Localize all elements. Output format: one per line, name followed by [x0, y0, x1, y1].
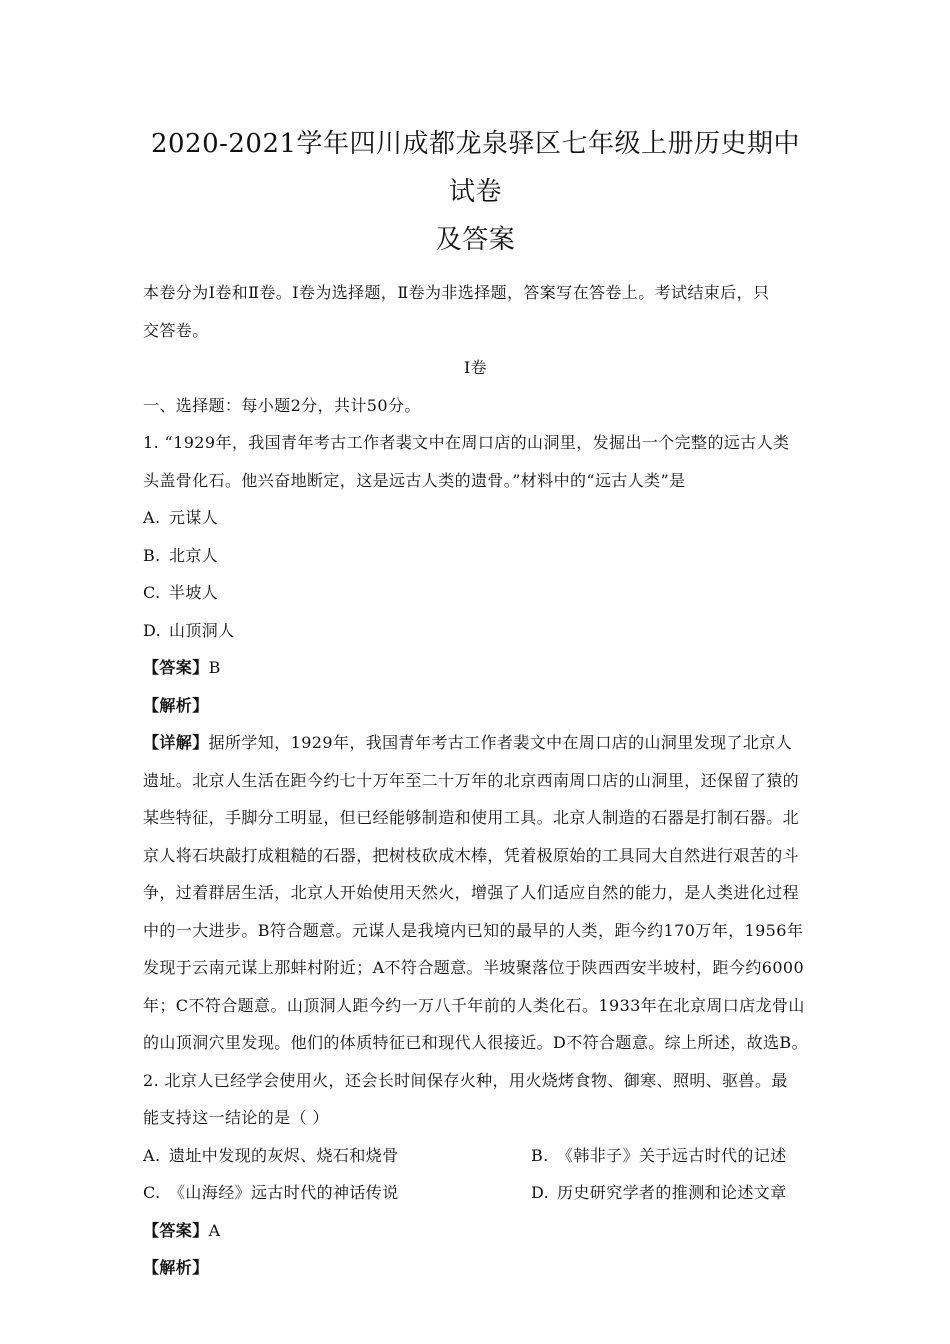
option-text: 《韩非子》关于远古时代的记述	[557, 1145, 787, 1165]
analysis-label: 【解析】	[143, 1258, 209, 1277]
section-label: Ⅰ卷	[463, 358, 488, 377]
option-c	[143, 1174, 531, 1212]
option-letter: D.	[531, 1183, 550, 1202]
answer-label: 【答案】	[143, 1220, 209, 1240]
option-text: 历史研究学者的推测和论述文章	[557, 1183, 787, 1202]
option-letter: C.	[143, 583, 161, 602]
analysis-label: 【解析】	[143, 695, 209, 715]
question-stem-line: 头盖骨化石。他兴奋地断定，这是远古人类的遗骨。”材料中的“远古人类”是	[143, 470, 686, 490]
option-letter: A.	[143, 508, 161, 527]
document-page	[143, 120, 808, 1287]
answer-line	[143, 649, 808, 687]
detail-line: 某些特征，手脚分工明显，但已经能够制造和使用工具。北京人制造的石器是打制石器。北	[143, 808, 800, 827]
detail-text: 据所学知，1929年，我国青年考古工作者裴文中在周口店的山洞里发现了北京人	[208, 733, 793, 752]
analysis-line	[143, 1249, 808, 1287]
intro-line-1: 本卷分为Ⅰ卷和Ⅱ卷。Ⅰ卷为选择题，Ⅱ卷为非选择题，答案写在答卷上。考试结束后，只	[143, 283, 770, 302]
answer-value: B	[208, 658, 221, 677]
title-line-2: 及答案	[435, 225, 516, 255]
option-text: 北京人	[169, 545, 219, 565]
option-text: 山顶洞人	[169, 620, 235, 640]
option-d	[531, 1174, 787, 1212]
intro-line-2: 交答卷。	[143, 320, 209, 340]
detail-label: 【详解】	[143, 733, 209, 752]
detail-line	[143, 724, 808, 762]
option-b	[143, 537, 808, 575]
part-heading: 一、选择题：每小题2分，共计50分。	[143, 395, 421, 415]
detail-line: 争，过着群居生活，北京人开始使用天然火，增强了人们适应自然的能力，是人类进化过程	[143, 883, 800, 902]
option-text: 元谋人	[169, 508, 219, 527]
detail-line: 京人将石块敲打成粗糙的石器，把树枝砍成木棒，凭着极原始的工具同大自然进行艰苦的斗	[143, 845, 800, 865]
question-1	[143, 424, 808, 1062]
option-letter: A.	[143, 1145, 161, 1165]
detail-line: 的山顶洞穴里发现。他们的体质特征已和现代人很接近。D不符合题意。综上所述，故选B。	[143, 1033, 808, 1052]
question-stem-line: 2. 北京人已经学会使用火，还会长时间保存火种，用火烧烤食物、御寒、照明、驱兽。最	[143, 1070, 788, 1090]
answer-line	[143, 1212, 808, 1250]
option-letter: B.	[143, 545, 161, 565]
option-text: 遗址中发现的灰烬、烧石和烧骨	[169, 1145, 399, 1165]
option-row	[143, 1174, 808, 1212]
question-2	[143, 1062, 808, 1287]
detail-line: 发现于云南元谋上那蚌村附近；A不符合题意。半坡聚落位于陕西西安半坡村，距今约6000	[143, 958, 805, 977]
option-letter: B.	[531, 1145, 549, 1165]
document-title	[143, 120, 808, 264]
option-d	[143, 612, 808, 650]
option-text: 《山海经》远古时代的神话传说	[169, 1183, 399, 1202]
question-stem-line: 能支持这一结论的是（ ）	[143, 1108, 329, 1127]
option-b	[531, 1137, 787, 1175]
detail-line: 中的一大进步。B符合题意。元谋人是我境内已知的最早的人类，距今约170万年，1956年	[143, 920, 804, 940]
title-line-1: 2020-2021学年四川成都龙泉驿区七年级上册历史期中试卷	[150, 129, 801, 207]
analysis-line	[143, 687, 808, 725]
option-text: 半坡人	[169, 583, 219, 602]
option-c	[143, 574, 808, 612]
option-a	[143, 1137, 531, 1175]
option-letter: C.	[143, 1183, 161, 1202]
option-letter: D.	[143, 620, 162, 640]
detail-line: 年；C不符合题意。山顶洞人距今约一万八千年前的人类化石。1933年在北京周口店龙骨山	[143, 995, 805, 1015]
detail-line: 遗址。北京人生活在距今约七十万年至二十万年的北京西南周口店的山洞里，还保留了猿的	[143, 770, 800, 790]
option-row	[143, 1137, 808, 1175]
option-a	[143, 499, 808, 537]
answer-label: 【答案】	[143, 658, 209, 677]
question-stem-line: 1. “1929年，我国青年考古工作者裴文中在周口店的山洞里，发掘出一个完整的远古人类	[143, 433, 790, 452]
answer-value: A	[208, 1220, 221, 1240]
